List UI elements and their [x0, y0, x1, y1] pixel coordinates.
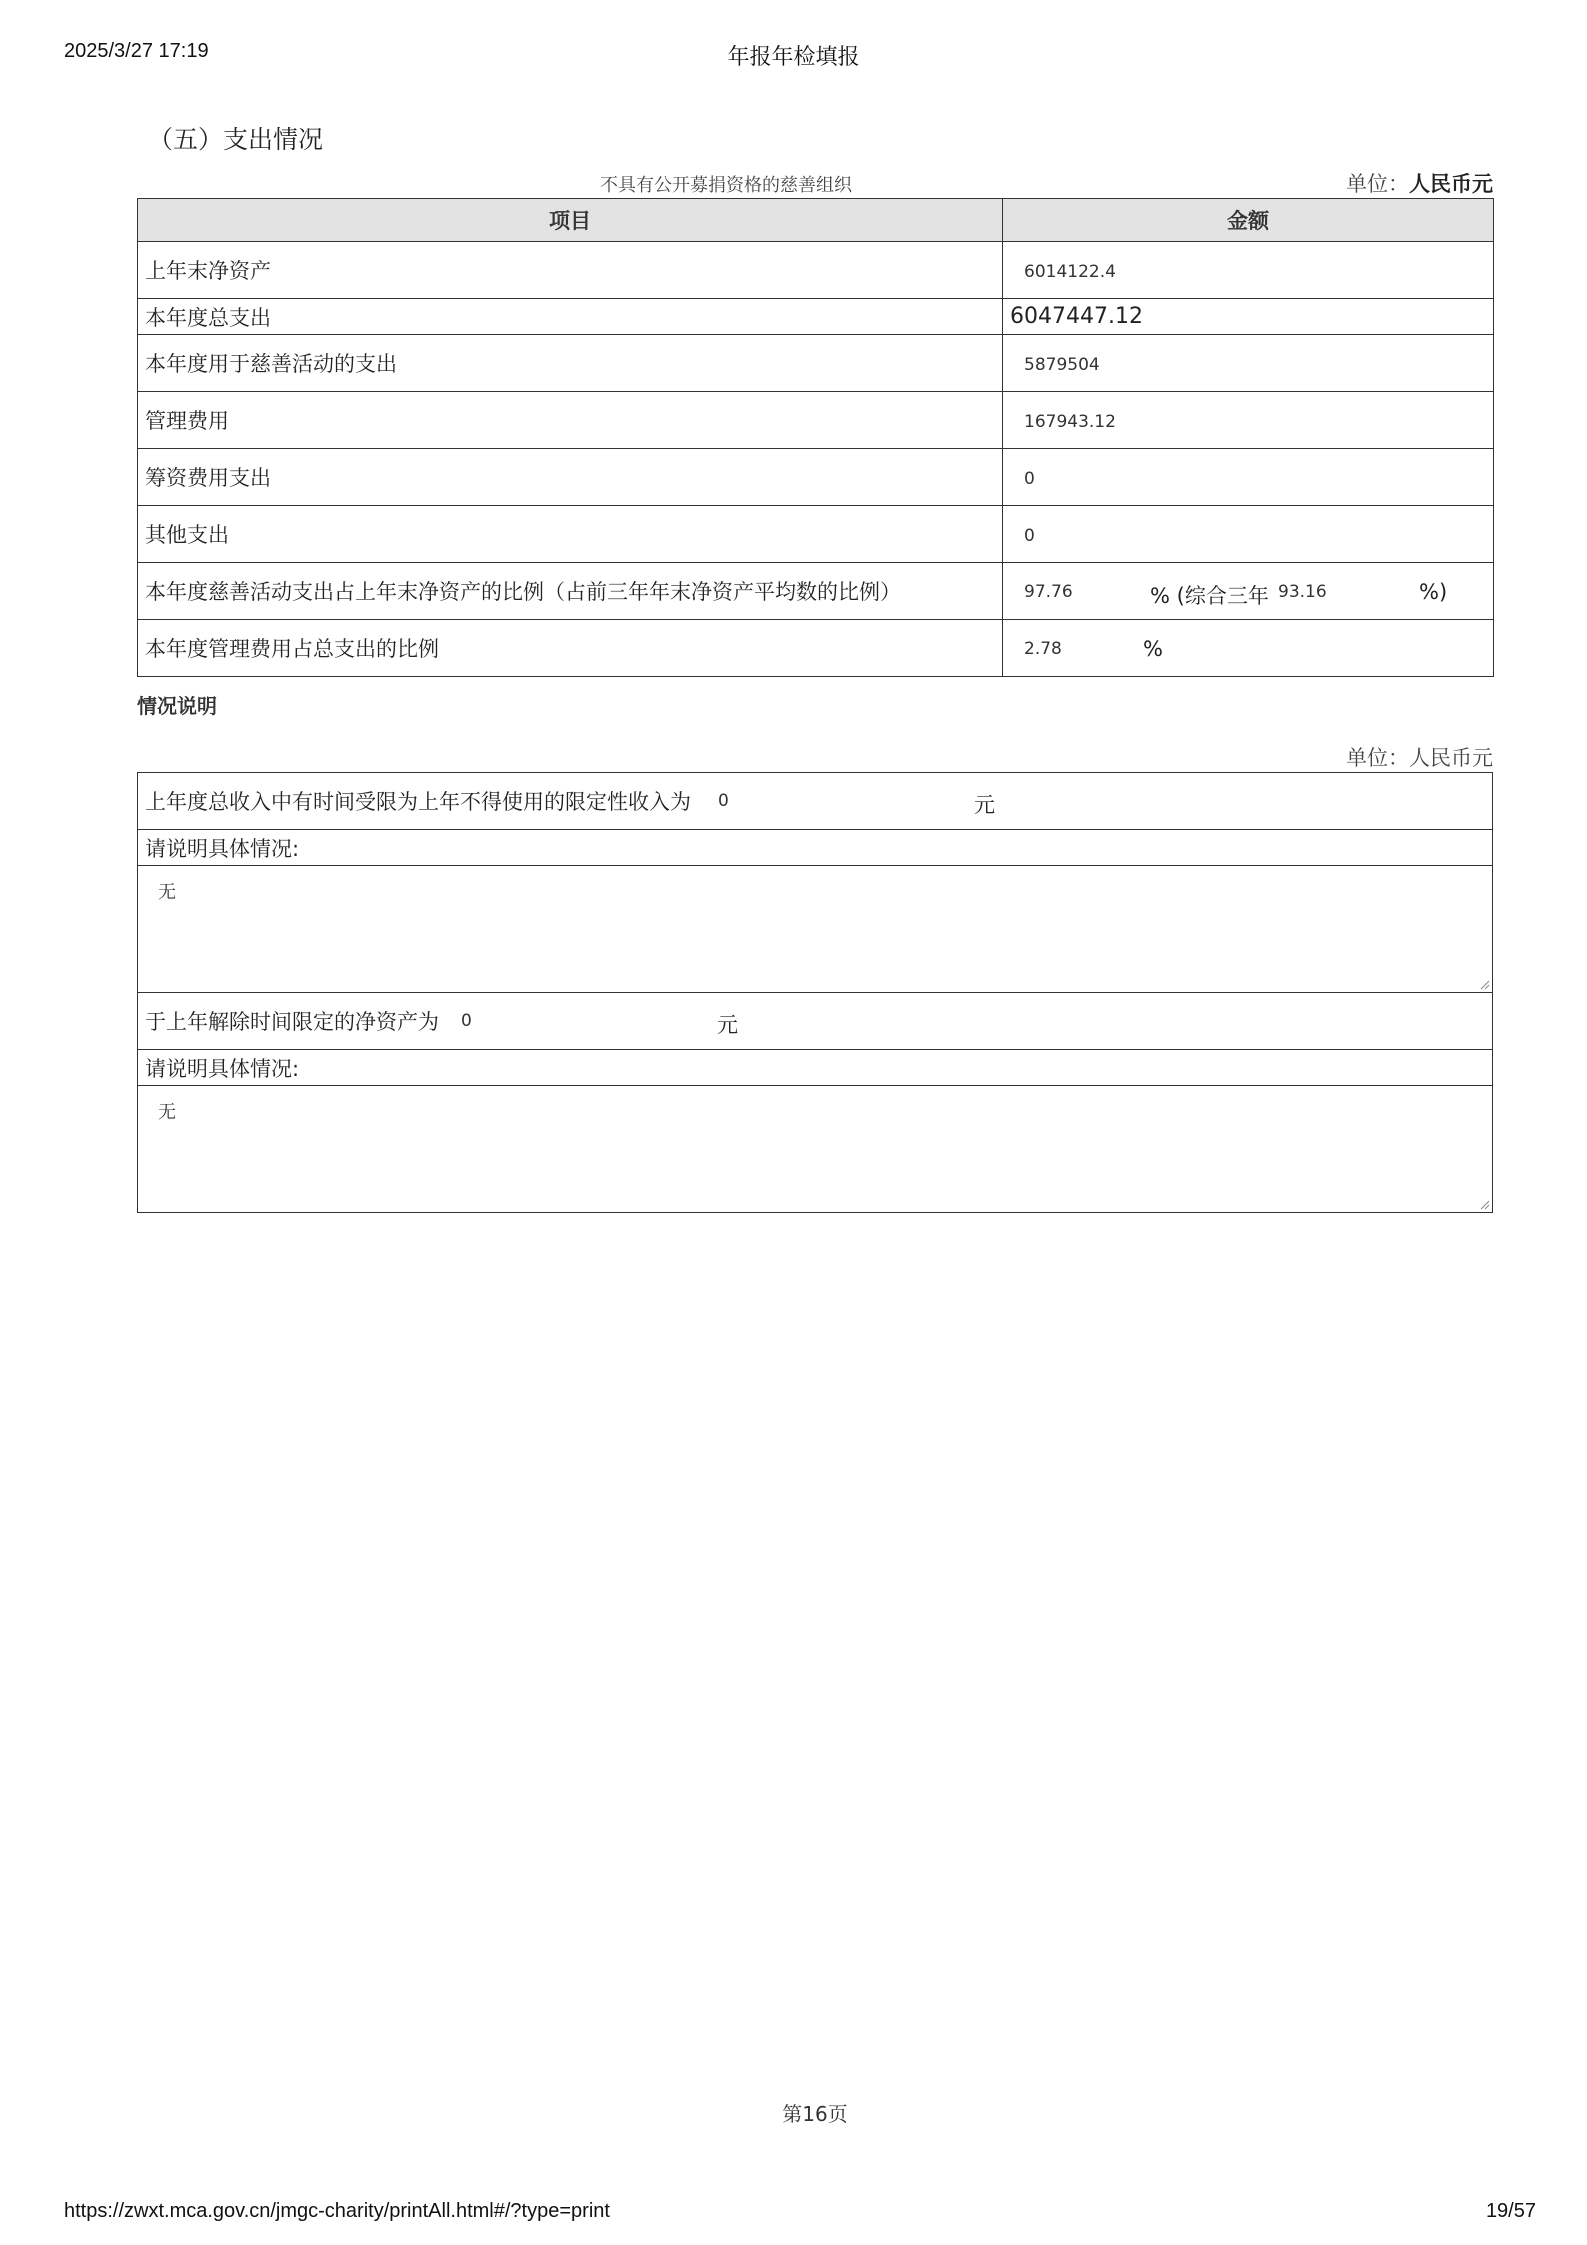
fundraising-expense-value: 0 — [1024, 469, 1035, 489]
row-value-cell — [1003, 299, 1494, 335]
other-expense-value: 0 — [1024, 526, 1035, 546]
row-value-cell — [1003, 449, 1494, 506]
row-label-charity-expense: 本年度用于慈善活动的支出 — [138, 335, 1003, 392]
restricted-funds-table — [137, 772, 1493, 1213]
unit-label: 单位： — [1346, 172, 1409, 196]
print-page-count: 19/57 — [1485, 2200, 1536, 2222]
released-assets-label: 于上年解除时间限定的净资产为 — [145, 1010, 439, 1034]
print-datetime: 2025/3/27 17:19 — [64, 40, 209, 62]
table-row — [138, 993, 1493, 1050]
percent-sign: % — [1143, 637, 1163, 661]
charity-ratio-mid-text: % (综合三年 — [1150, 584, 1269, 608]
row-label-management-ratio: 本年度管理费用占总支出的比例 — [138, 620, 1003, 677]
column-header-item: 项目 — [138, 199, 1003, 242]
released-assets-value: 0 — [461, 1011, 472, 1031]
print-url: https://zwxt.mca.gov.cn/jmgc-charity/printAll.html#/?type=print — [64, 2200, 610, 2222]
resize-handle-icon[interactable] — [1478, 978, 1490, 990]
notes-currency-unit: 单位：人民币元 — [1346, 746, 1493, 770]
expense-table — [137, 198, 1494, 677]
charity-ratio-end-text: %) — [1419, 580, 1448, 604]
row-value-cell — [1003, 563, 1494, 620]
column-header-amount: 金额 — [1003, 199, 1494, 242]
section-title: （五）支出情况 — [148, 125, 324, 154]
restricted-income-cell — [138, 773, 1493, 830]
table-row — [138, 563, 1494, 620]
explain-text-2: 无 — [158, 1102, 176, 1123]
row-label-management-fee: 管理费用 — [138, 392, 1003, 449]
table-row — [138, 506, 1494, 563]
explain-label-1: 请说明具体情况: — [138, 830, 1493, 866]
table-row — [138, 449, 1494, 506]
row-label-charity-ratio: 本年度慈善活动支出占上年末净资产的比例（占前三年年末净资产平均数的比例） — [138, 563, 1003, 620]
page-number: 第16页 — [782, 2102, 848, 2126]
row-value-cell — [1003, 620, 1494, 677]
currency-unit — [1346, 168, 1493, 198]
row-label-net-assets-prev-year: 上年末净资产 — [138, 242, 1003, 299]
charity-ratio-value: 97.76 — [1024, 582, 1073, 602]
row-value-cell — [1003, 392, 1494, 449]
resize-handle-icon[interactable] — [1478, 1198, 1490, 1210]
explain-textarea-1[interactable] — [138, 866, 1493, 993]
notes-section-title: 情况说明 — [137, 694, 217, 718]
net-assets-prev-year-value: 6014122.4 — [1024, 262, 1116, 282]
restricted-income-label: 上年度总收入中有时间受限为上年不得使用的限定性收入为 — [145, 790, 691, 814]
row-value-cell — [1003, 335, 1494, 392]
row-label-fundraising-expense: 筹资费用支出 — [138, 449, 1003, 506]
table-row — [138, 392, 1494, 449]
three-year-ratio-value: 93.16 — [1278, 582, 1327, 602]
row-value-cell — [1003, 506, 1494, 563]
released-assets-unit: 元 — [717, 1013, 738, 1037]
table-row — [138, 620, 1494, 677]
table-row — [138, 242, 1494, 299]
total-expense-value: 6047447.12 — [1010, 304, 1143, 329]
explain-label-2: 请说明具体情况: — [138, 1050, 1493, 1086]
released-assets-cell — [138, 993, 1493, 1050]
table-row — [138, 866, 1493, 993]
charity-expense-value: 5879504 — [1024, 355, 1100, 375]
management-ratio-value: 2.78 — [1024, 639, 1062, 659]
restricted-income-value: 0 — [718, 791, 729, 811]
row-label-other-expense: 其他支出 — [138, 506, 1003, 563]
row-value-cell — [1003, 242, 1494, 299]
table-row — [138, 299, 1494, 335]
explain-text-1: 无 — [158, 882, 176, 903]
organization-type-subtitle: 不具有公开募捐资格的慈善组织 — [600, 175, 852, 196]
restricted-income-unit: 元 — [974, 793, 995, 817]
table-row — [138, 335, 1494, 392]
management-fee-value: 167943.12 — [1024, 412, 1116, 432]
explain-textarea-2[interactable] — [138, 1086, 1493, 1213]
row-label-total-expense: 本年度总支出 — [138, 299, 1003, 335]
table-row — [138, 830, 1493, 866]
table-row — [138, 1050, 1493, 1086]
unit-value: 人民币元 — [1409, 172, 1493, 196]
print-header-title: 年报年检填报 — [727, 45, 860, 70]
table-header-row — [138, 199, 1494, 242]
table-row — [138, 773, 1493, 830]
table-row — [138, 1086, 1493, 1213]
